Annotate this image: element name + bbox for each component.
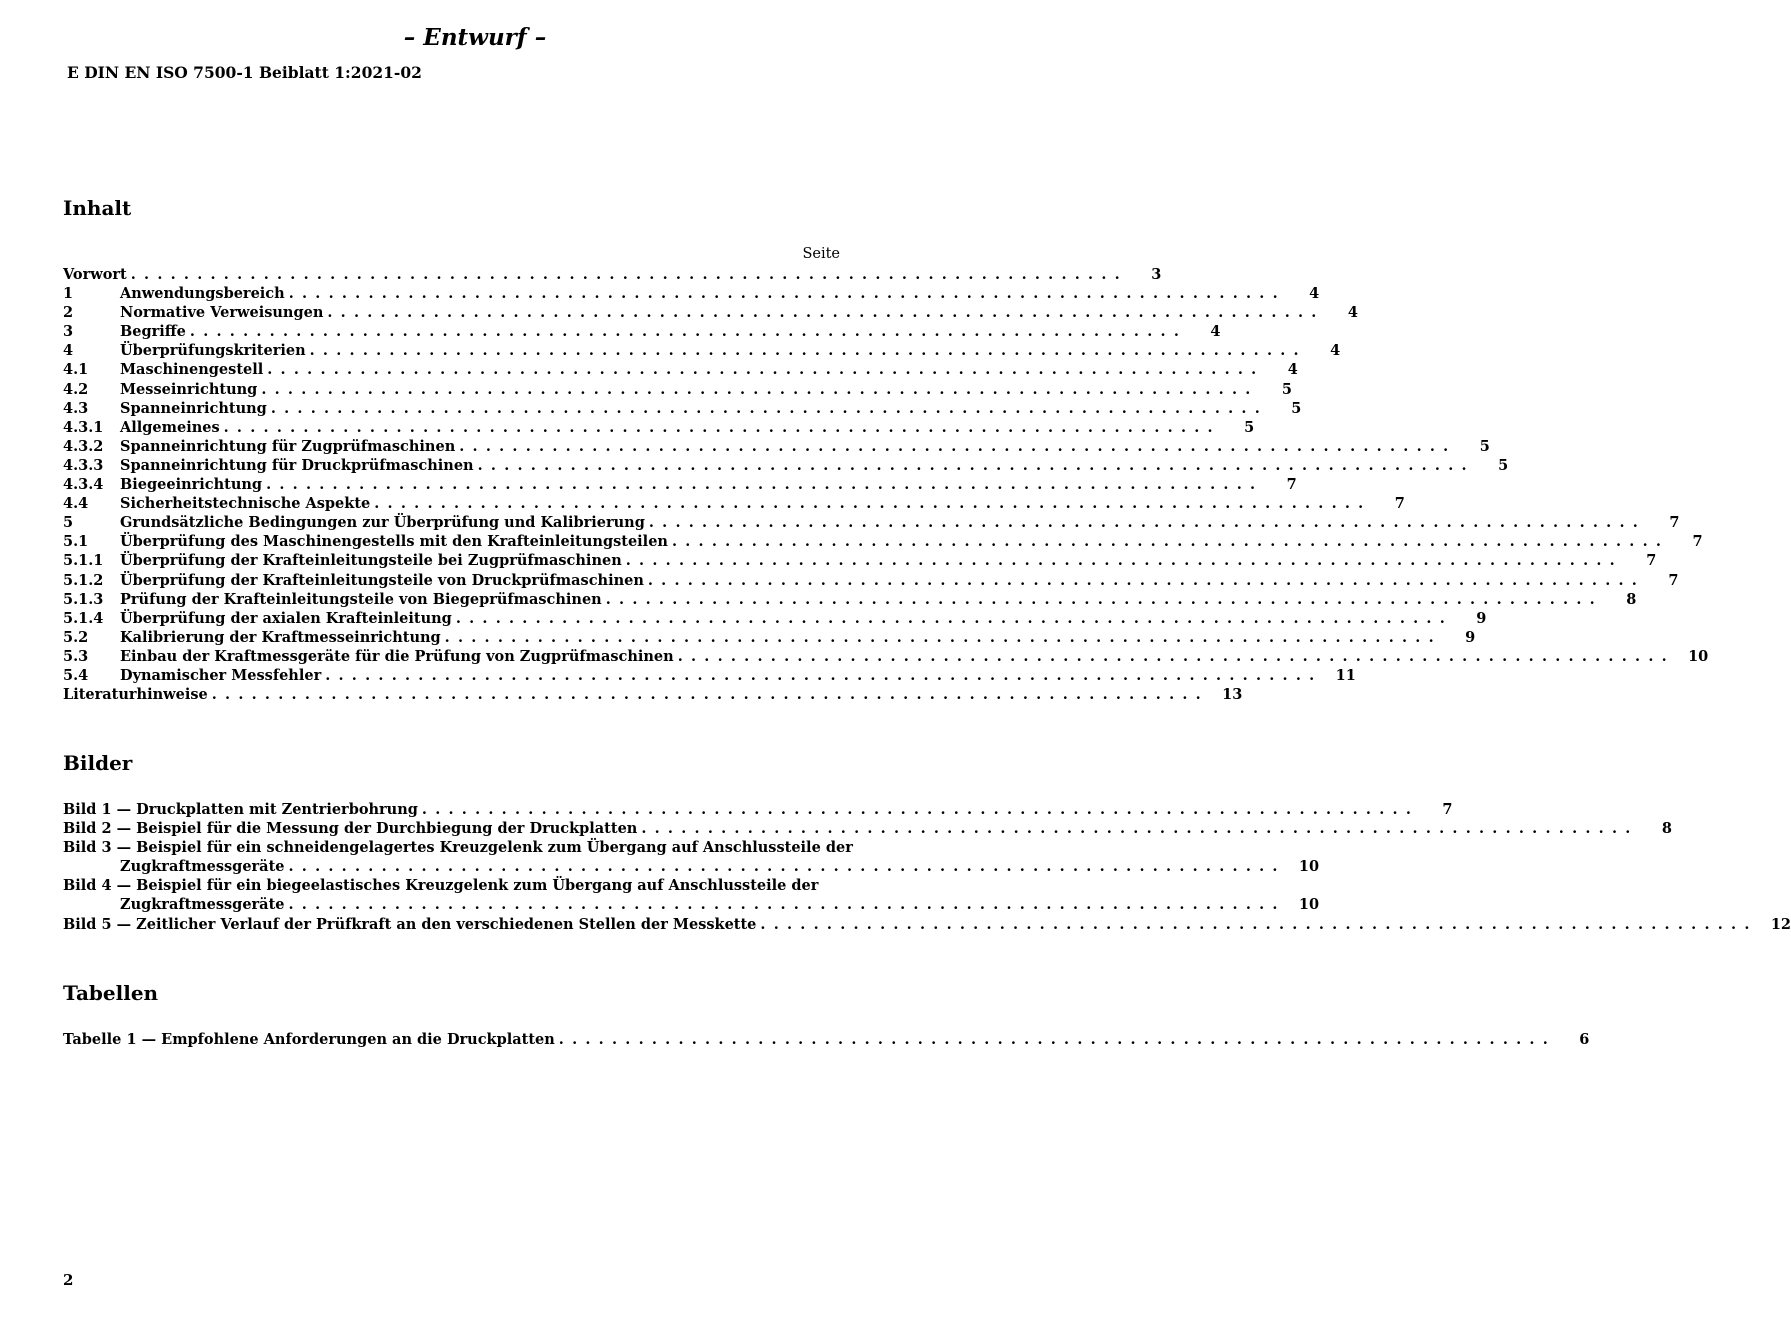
toc-entry-number: 4.3.3 [63, 456, 104, 474]
toc-entry-number: 5.1 [63, 533, 89, 551]
dot-leader: . . . . . . . . . . . . . . . . . . . . . . . . . . . . . . . . . . . . . . . . . . . . . . . . . . . . . . . . . . . . . . . . . . . . . . . . . . . [625, 552, 1617, 570]
toc-entry-title: Einbau der Kraftmessgeräte für die Prüfung von Zugprüfmaschinen [120, 647, 674, 665]
toc-entry-title: Sicherheitstechnische Aspekte [120, 495, 371, 513]
figure-entry-page: 10 [1298, 858, 1320, 876]
toc-entry[interactable] [63, 551, 1657, 570]
dot-leader: . . . . . . . . . . . . . . . . . . . . . . . . . . . . . . . . . . . . . . . . . . . . . . . . . . . . . . . . . . . . . . . . . . . . . . . . . . . [267, 361, 1258, 379]
contents-heading: Inhalt [63, 196, 132, 220]
toc-entry-page: 4 [1210, 323, 1221, 341]
toc-entry-number: 4.4 [63, 495, 89, 513]
toc-entry-page: 4 [1347, 304, 1358, 322]
dot-leader: . . . . . . . . . . . . . . . . . . . . . . . . . . . . . . . . . . . . . . . . . . . . . . . . . . . . . . . . . . . . . . . . . . . . . . . . . . . [327, 304, 1318, 322]
dot-leader: . . . . . . . . . . . . . . . . . . . . . . . . . . . . . . . . . . . . . . . . . . . . . . . . . . . . . . . . . . . . . . . . . . . . . . . . . . . [455, 609, 1447, 627]
figures-heading: Bilder [63, 751, 133, 775]
toc-entry-page: 7 [1286, 476, 1297, 494]
toc-entry-page: 5 [1244, 418, 1255, 436]
figure-entry-page: 7 [1442, 801, 1453, 818]
dot-leader: . . . . . . . . . . . . . . . . . . . . . . . . . . . . . . . . . . . . . . . . . . . . . . . . . . . . . . . . . . . . . . . . . . . . . . . . . . . [266, 476, 1257, 494]
document-id: E DIN EN ISO 7500-1 Beiblatt 1:2021-02 [67, 63, 422, 82]
toc-entry-number: 4.1 [63, 361, 89, 379]
dot-leader: . . . . . . . . . . . . . . . . . . . . . . . . . . . . . . . . . . . . . . . . . . . . . . . . . . . . . . . . . . . . . . . . . . . . . . . . . . . [477, 456, 1469, 474]
toc-entry-number: 4.3 [63, 399, 89, 417]
dot-leader: . . . . . . . . . . . . . . . . . . . . . . . . . . . . . . . . . . . . . . . . . . . . . . . . . . . . . . . . . . . . . . . . . . . . . . . . . . . [288, 896, 1280, 914]
dot-leader: . . . . . . . . . . . . . . . . . . . . . . . . . . . . . . . . . . . . . . . . . . . . . . . . . . . . . . . . . . . . . . . . . . . . . . . . . . . [211, 686, 1203, 704]
table-entry[interactable] [63, 1030, 1590, 1049]
toc-entry-page: 7 [1394, 495, 1405, 513]
tables-heading: Tabellen [63, 981, 159, 1005]
dot-leader: . . . . . . . . . . . . . . . . . . . . . . . . . . . . . . . . . . . . . . . . . . . . . . . . . . . . . . . . . . . . . . . . . . . . . . . . . . . [288, 285, 1280, 303]
toc-entry-title: Überprüfung der Krafteinleitungsteile bei Zugprüfmaschinen [120, 552, 622, 570]
toc-entry-number: 5.4 [63, 666, 89, 684]
toc-entry-page: 9 [1476, 609, 1487, 627]
toc-entry[interactable] [63, 666, 1356, 685]
toc-entry-number: 4.3.2 [63, 437, 104, 455]
toc-entry-title: Überprüfungskriterien [120, 342, 306, 360]
figure-entry-title: Bild 5 — Zeitlicher Verlauf der Prüfkraft an den verschiedenen Stellen der Messkette [63, 915, 757, 933]
toc-entry-number: 3 [63, 323, 74, 341]
dot-leader: . . . . . . . . . . . . . . . . . . . . . . . . . . . . . . . . . . . . . . . . . . . . . . . . . . . . . . . . . . . . . . . . . . . . . . . . . . . [288, 858, 1280, 876]
dot-leader: . . . . . . . . . . . . . . . . . . . . . . . . . . . . . . . . . . . . . . . . . . . . . . . . . . . . . . . . . . . . . . . . . . . . . . . . . . . [647, 571, 1639, 589]
table-of-contents [63, 265, 1709, 704]
figure-entry[interactable] [63, 876, 1320, 914]
dot-leader: . . . . . . . . . . . . . . . . . . . . . . . . . . . . . . . . . . . . . . . . . . . . . . . . . . . . . . . . . . . . . . . . . . . . . . . . . . . [605, 590, 1597, 608]
figure-entry-page: 10 [1298, 896, 1320, 914]
toc-entry-number: 4.3.4 [63, 476, 104, 494]
toc-entry-page: 4 [1309, 285, 1320, 303]
toc-entry-number: 4 [63, 342, 74, 360]
toc-entry-number: 4.2 [63, 380, 89, 398]
toc-entry-page: 5 [1479, 437, 1490, 455]
toc-entry[interactable] [63, 322, 1221, 341]
toc-entry[interactable] [63, 609, 1487, 628]
figure-entry[interactable] [63, 819, 1672, 838]
toc-entry[interactable] [63, 399, 1302, 418]
page-number: 2 [63, 1271, 74, 1289]
figure-entry-page: 8 [1661, 820, 1672, 838]
dot-leader: . . . . . . . . . . . . . . . . . . . . . . . . . . . . . . . . . . . . . . . . . . . . . . . . . . . . . . . . . . . . . . . . . . . . . . . . . . . [677, 647, 1669, 665]
figure-entry-title: Bild 4 — Beispiel für ein biegeelastisches Kreuzgelenk zum Übergang auf Anschlussteile der [63, 877, 819, 895]
toc-entry-page: 11 [1335, 666, 1356, 684]
dot-leader: . . . . . . . . . . . . . . . . . . . . . . . . . . . . . . . . . . . . . . . . . . . . . . . . . . . . . . . . . . . . . . . . . . . . . . . . . . . [223, 418, 1215, 436]
toc-entry[interactable] [63, 360, 1298, 379]
toc-entry-page: 4 [1287, 361, 1298, 379]
toc-entry[interactable] [63, 303, 1358, 322]
toc-entry[interactable] [63, 341, 1341, 360]
toc-entry[interactable] [63, 475, 1297, 494]
toc-entry[interactable] [63, 647, 1709, 666]
dot-leader: . . . . . . . . . . . . . . . . . . . . . . . . . . . . . . . . . . . . . . . . . . . . . . . . . . . . . . . . . . . . . . . . . . . . . . . . . . . [558, 1031, 1550, 1048]
toc-entry-page: 10 [1688, 647, 1709, 665]
toc-entry-number: 1 [63, 285, 74, 303]
figure-entry-title: Bild 1 — Druckplatten mit Zentrierbohrung [63, 801, 418, 818]
dot-leader: . . . . . . . . . . . . . . . . . . . . . . . . . . . . . . . . . . . . . . . . . . . . . . . . . . . . . . . . . . . . . . . . . . . . . . . . . . . [130, 266, 1122, 283]
toc-entry[interactable] [63, 380, 1292, 399]
toc-entry[interactable] [63, 513, 1680, 532]
toc-entry-title: Spanneinrichtung [120, 399, 267, 417]
dot-leader: . . . . . . . . . . . . . . . . . . . . . . . . . . . . . . . . . . . . . . . . . . . . . . . . . . . . . . . . . . . . . . . . . . . . . . . . . . . [760, 915, 1751, 933]
toc-entry-number: 5.3 [63, 647, 89, 665]
toc-entry[interactable] [63, 685, 1243, 704]
toc-entry-page: 7 [1668, 571, 1679, 589]
toc-entry[interactable] [63, 628, 1476, 647]
figure-entry-title-continued: Zugkraftmessgeräte [120, 896, 285, 914]
toc-entry-page: 3 [1151, 266, 1162, 283]
toc-entry-title: Maschinengestell [120, 361, 264, 379]
figure-entry[interactable] [63, 800, 1453, 819]
toc-entry-title: Literaturhinweise [63, 686, 208, 704]
toc-entry-title: Überprüfung der Krafteinleitungsteile von Druckprüfmaschinen [120, 571, 644, 589]
table-entry-title: Tabelle 1 — Empfohlene Anforderungen an die Druckplatten [63, 1031, 555, 1048]
figure-entry-page: 12 [1770, 915, 1791, 933]
dot-leader: . . . . . . . . . . . . . . . . . . . . . . . . . . . . . . . . . . . . . . . . . . . . . . . . . . . . . . . . . . . . . . . . . . . . . . . . . . . [270, 399, 1262, 417]
toc-entry-page: 4 [1330, 342, 1341, 360]
list-of-figures [63, 800, 1791, 934]
list-of-tables [63, 1030, 1590, 1049]
toc-entry[interactable] [63, 532, 1703, 551]
dot-leader: . . . . . . . . . . . . . . . . . . . . . . . . . . . . . . . . . . . . . . . . . . . . . . . . . . . . . . . . . . . . . . . . . . . . . . . . . . . [641, 820, 1632, 838]
toc-entry-title: Vorwort [63, 266, 127, 283]
toc-entry-title: Spanneinrichtung für Zugprüfmaschinen [120, 437, 456, 455]
toc-entry[interactable] [63, 265, 1162, 284]
toc-entry-page: 5 [1281, 380, 1292, 398]
toc-entry[interactable] [63, 284, 1320, 303]
dot-leader: . . . . . . . . . . . . . . . . . . . . . . . . . . . . . . . . . . . . . . . . . . . . . . . . . . . . . . . . . . . . . . . . . . . . . . . . . . . [309, 342, 1301, 360]
dot-leader: . . . . . . . . . . . . . . . . . . . . . . . . . . . . . . . . . . . . . . . . . . . . . . . . . . . . . . . . . . . . . . . . . . . . . . . . . . . [421, 801, 1413, 818]
figure-entry-title-continued: Zugkraftmessgeräte [120, 858, 285, 876]
toc-entry[interactable] [63, 437, 1490, 456]
table-entry-page: 6 [1579, 1031, 1590, 1048]
dot-leader: . . . . . . . . . . . . . . . . . . . . . . . . . . . . . . . . . . . . . . . . . . . . . . . . . . . . . . . . . . . . . . . . . . . . . . . . . . . [189, 323, 1181, 341]
toc-entry-page: 5 [1291, 399, 1302, 417]
toc-entry-page: 5 [1498, 456, 1509, 474]
toc-entry-page: 13 [1222, 686, 1243, 704]
toc-entry-page: 9 [1465, 628, 1476, 646]
toc-entry-title: Spanneinrichtung für Druckprüfmaschinen [120, 456, 474, 474]
figure-entry-title: Bild 3 — Beispiel für ein schneidengelagertes Kreuzgelenk zum Übergang auf Anschlussteile der [63, 839, 853, 857]
toc-entry-title: Grundsätzliche Bedingungen zur Überprüfung und Kalibrierung [120, 514, 645, 532]
toc-entry-number: 5.1.1 [63, 552, 104, 570]
dot-leader: . . . . . . . . . . . . . . . . . . . . . . . . . . . . . . . . . . . . . . . . . . . . . . . . . . . . . . . . . . . . . . . . . . . . . . . . . . . [261, 380, 1252, 398]
toc-entry-title: Kalibrierung der Kraftmesseinrichtung [120, 628, 441, 646]
toc-entry-number: 5.1.3 [63, 590, 104, 608]
toc-entry-number: 2 [63, 304, 74, 322]
toc-entry-page: 7 [1669, 514, 1680, 532]
toc-entry-title: Allgemeines [120, 418, 220, 436]
toc-entry-number: 5.1.2 [63, 571, 104, 589]
toc-entry-page: 8 [1626, 590, 1637, 608]
toc-entry-title: Überprüfung des Maschinengestells mit den Krafteinleitungsteilen [120, 533, 668, 551]
toc-entry[interactable] [63, 590, 1637, 609]
toc-entry[interactable] [63, 456, 1509, 475]
toc-entry-title: Normative Verweisungen [120, 304, 324, 322]
toc-entry-title: Messeinrichtung [120, 380, 258, 398]
toc-entry-number: 4.3.1 [63, 418, 104, 436]
dot-leader: . . . . . . . . . . . . . . . . . . . . . . . . . . . . . . . . . . . . . . . . . . . . . . . . . . . . . . . . . . . . . . . . . . . . . . . . . . . [374, 495, 1365, 513]
dot-leader: . . . . . . . . . . . . . . . . . . . . . . . . . . . . . . . . . . . . . . . . . . . . . . . . . . . . . . . . . . . . . . . . . . . . . . . . . . . [648, 514, 1640, 532]
toc-entry-title: Biegeeinrichtung [120, 476, 263, 494]
toc-entry-number: 5.2 [63, 628, 89, 646]
toc-entry-title: Dynamischer Messfehler [120, 666, 322, 684]
dot-leader: . . . . . . . . . . . . . . . . . . . . . . . . . . . . . . . . . . . . . . . . . . . . . . . . . . . . . . . . . . . . . . . . . . . . . . . . . . . [325, 666, 1316, 684]
toc-entry-page: 7 [1646, 552, 1657, 570]
toc-entry-title: Überprüfung der axialen Krafteinleitung [120, 609, 452, 627]
figure-entry[interactable] [63, 838, 1320, 876]
toc-entry-number: 5 [63, 514, 74, 532]
toc-entry[interactable] [63, 571, 1679, 590]
draft-title: – Entwurf – [403, 24, 547, 51]
dot-leader: . . . . . . . . . . . . . . . . . . . . . . . . . . . . . . . . . . . . . . . . . . . . . . . . . . . . . . . . . . . . . . . . . . . . . . . . . . . [459, 437, 1450, 455]
page-column-label: Seite [802, 246, 840, 262]
figure-entry[interactable] [63, 915, 1791, 934]
toc-entry-title: Anwendungsbereich [120, 285, 285, 303]
dot-leader: . . . . . . . . . . . . . . . . . . . . . . . . . . . . . . . . . . . . . . . . . . . . . . . . . . . . . . . . . . . . . . . . . . . . . . . . . . . [444, 628, 1436, 646]
dot-leader: . . . . . . . . . . . . . . . . . . . . . . . . . . . . . . . . . . . . . . . . . . . . . . . . . . . . . . . . . . . . . . . . . . . . . . . . . . . [671, 533, 1663, 551]
toc-entry[interactable] [63, 418, 1255, 437]
toc-entry-title: Begriffe [120, 323, 186, 341]
toc-entry-number: 5.1.4 [63, 609, 104, 627]
figure-entry-title: Bild 2 — Beispiel für die Messung der Durchbiegung der Druckplatten [63, 820, 638, 838]
toc-entry-page: 7 [1692, 533, 1703, 551]
toc-entry-title: Prüfung der Krafteinleitungsteile von Biegeprüfmaschinen [120, 590, 602, 608]
toc-entry[interactable] [63, 494, 1405, 513]
